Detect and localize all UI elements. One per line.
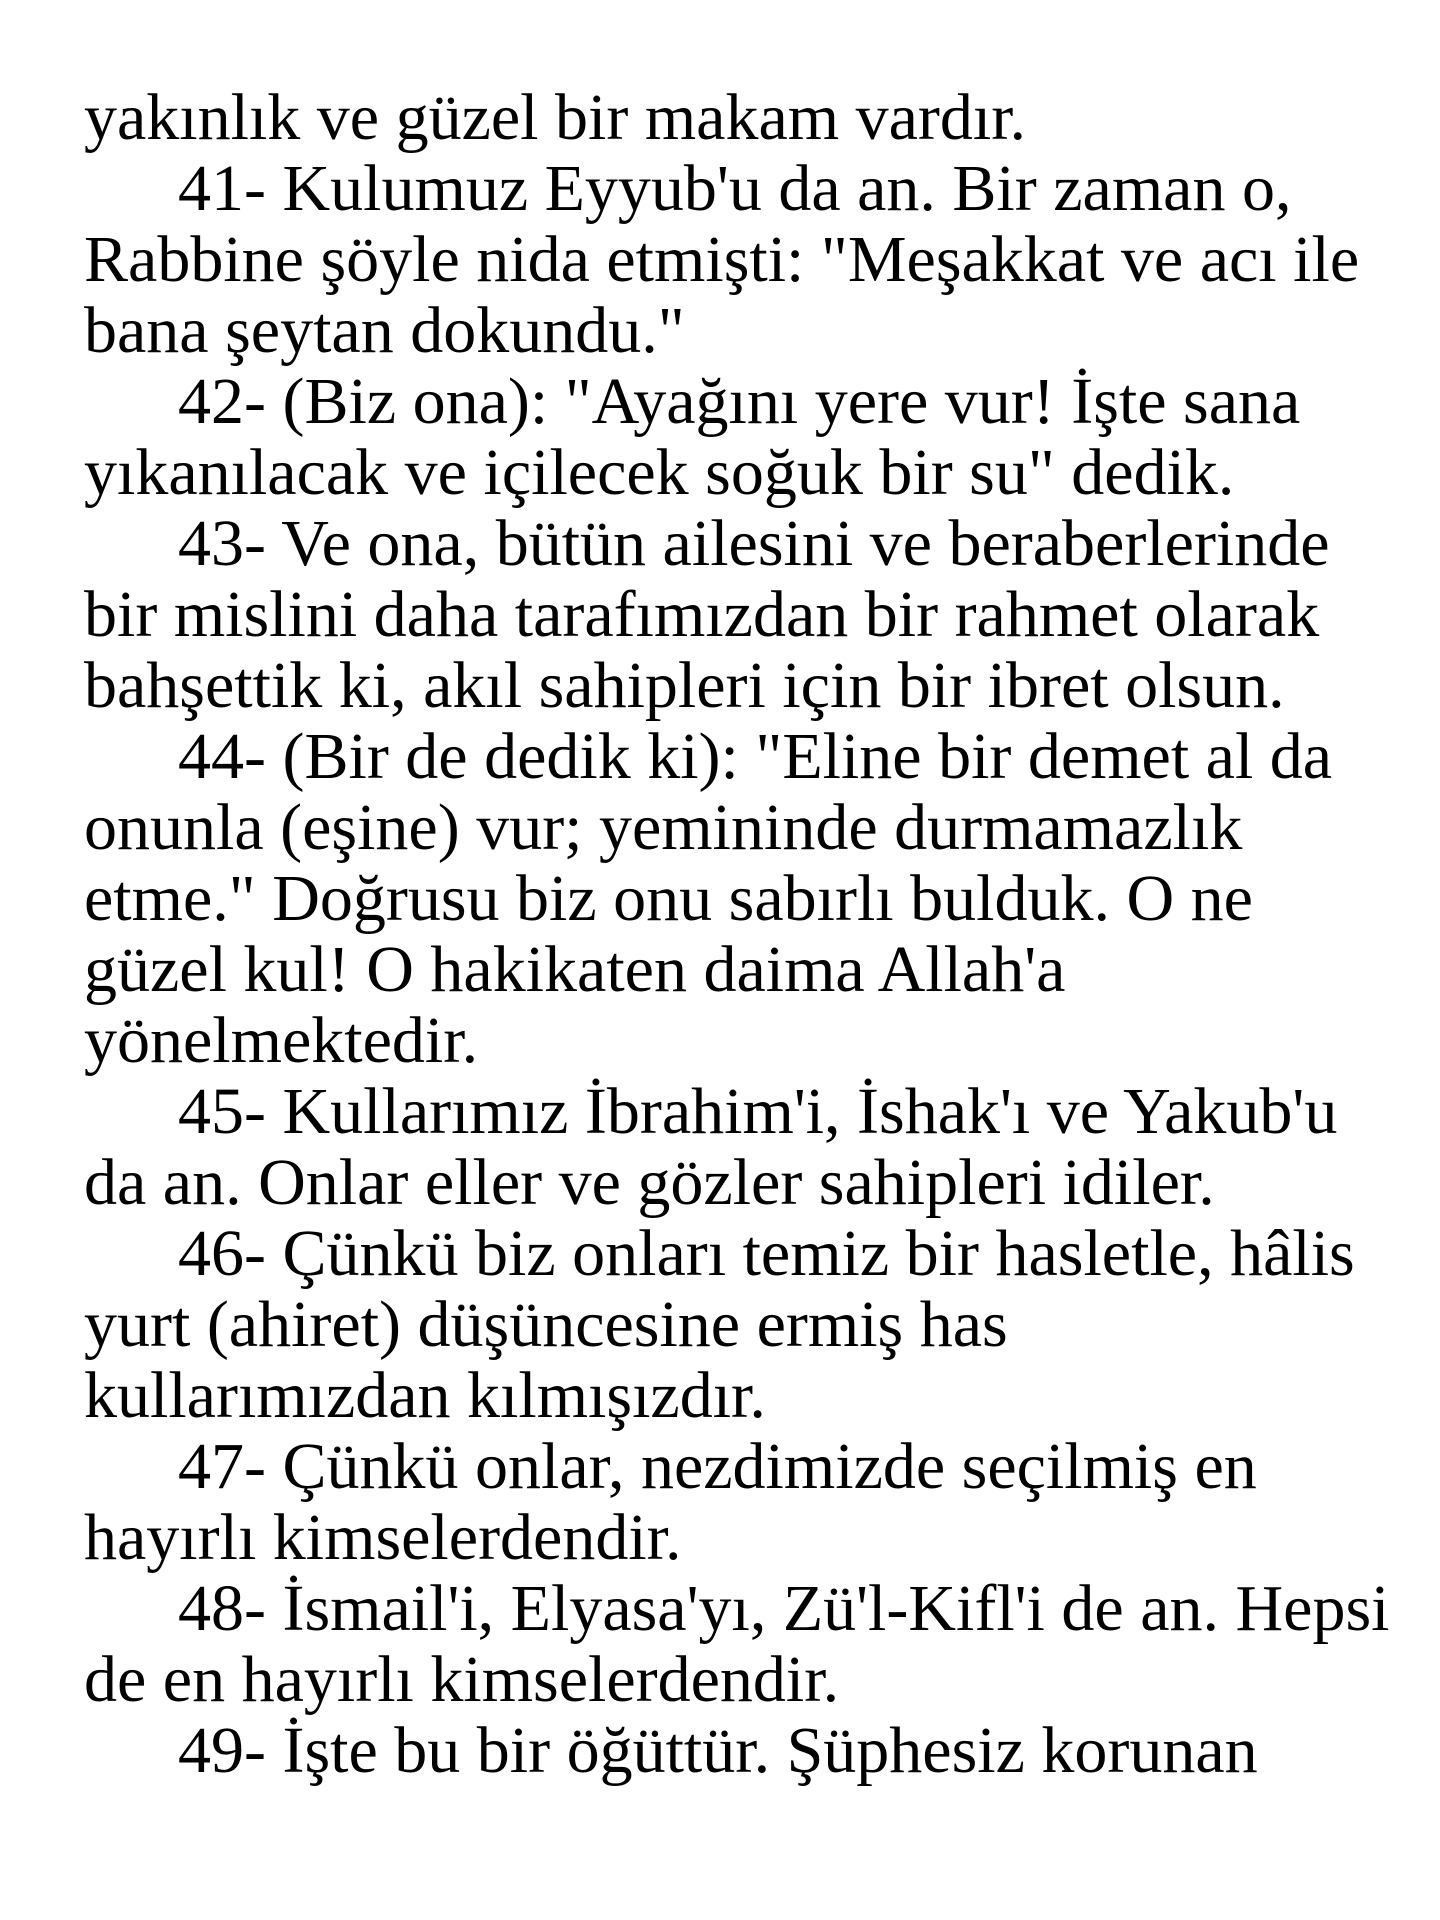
verse-42 bbox=[84, 366, 1440, 508]
text-line: 49- İşte bu bir öğüttür. Şüphesiz korunan bbox=[178, 1715, 1258, 1786]
text-line: yakınlık ve güzel bir makam vardır. bbox=[84, 82, 1027, 153]
verse-43 bbox=[84, 508, 1440, 721]
text-line: güzel kul! O hakikaten daima Allah'a bbox=[84, 934, 1066, 1005]
verse-41 bbox=[84, 153, 1440, 366]
text-line: bana şeytan dokundu." bbox=[84, 295, 685, 366]
continued-paragraph bbox=[84, 82, 1440, 153]
text-line: bahşettik ki, akıl sahipleri için bir ibret olsun. bbox=[84, 650, 1285, 721]
verse-48 bbox=[84, 1573, 1440, 1715]
verse-44 bbox=[84, 721, 1440, 1076]
text-line: Rabbine şöyle nida etmişti: "Meşakkat ve acı ile bbox=[84, 224, 1360, 295]
text-line: etme." Doğrusu biz onu sabırlı bulduk. O ne bbox=[84, 863, 1253, 934]
verse-46 bbox=[84, 1218, 1440, 1431]
text-line: 47- Çünkü onlar, nezdimizde seçilmiş en bbox=[178, 1431, 1257, 1502]
text-line: yıkanılacak ve içilecek soğuk bir su" dedik. bbox=[84, 437, 1235, 508]
text-line: de en hayırlı kimselerdendir. bbox=[84, 1644, 840, 1715]
verse-47 bbox=[84, 1431, 1440, 1573]
text-line: 48- İsmail'i, Elyasa'yı, Zü'l-Kifl'i de an. Hepsi bbox=[178, 1573, 1390, 1644]
text-line: 44- (Bir de dedik ki): "Eline bir demet al da bbox=[178, 721, 1333, 792]
text-line: yönelmektedir. bbox=[84, 1005, 479, 1076]
text-line: 45- Kullarımız İbrahim'i, İshak'ı ve Yakub'u bbox=[178, 1076, 1338, 1147]
verse-45 bbox=[84, 1076, 1440, 1218]
verse-49 bbox=[84, 1715, 1440, 1786]
text-line: da an. Onlar eller ve gözler sahipleri idiler. bbox=[84, 1147, 1215, 1218]
text-line: 41- Kulumuz Eyyub'u da an. Bir zaman o, bbox=[178, 153, 1292, 224]
text-line: bir mislini daha tarafımızdan bir rahmet olarak bbox=[84, 579, 1320, 650]
text-line: yurt (ahiret) düşüncesine ermiş has bbox=[84, 1289, 1008, 1360]
text-line: 46- Çünkü biz onları temiz bir hasletle, hâlis bbox=[178, 1218, 1355, 1289]
text-line: hayırlı kimselerdendir. bbox=[84, 1502, 682, 1573]
text-line: onunla (eşine) vur; yemininde durmamazlık bbox=[84, 792, 1243, 863]
text-line: kullarımızdan kılmışızdır. bbox=[84, 1360, 766, 1431]
text-line: 42- (Biz ona): "Ayağını yere vur! İşte sana bbox=[178, 366, 1301, 437]
text-line: 43- Ve ona, bütün ailesini ve beraberlerinde bbox=[178, 508, 1330, 579]
